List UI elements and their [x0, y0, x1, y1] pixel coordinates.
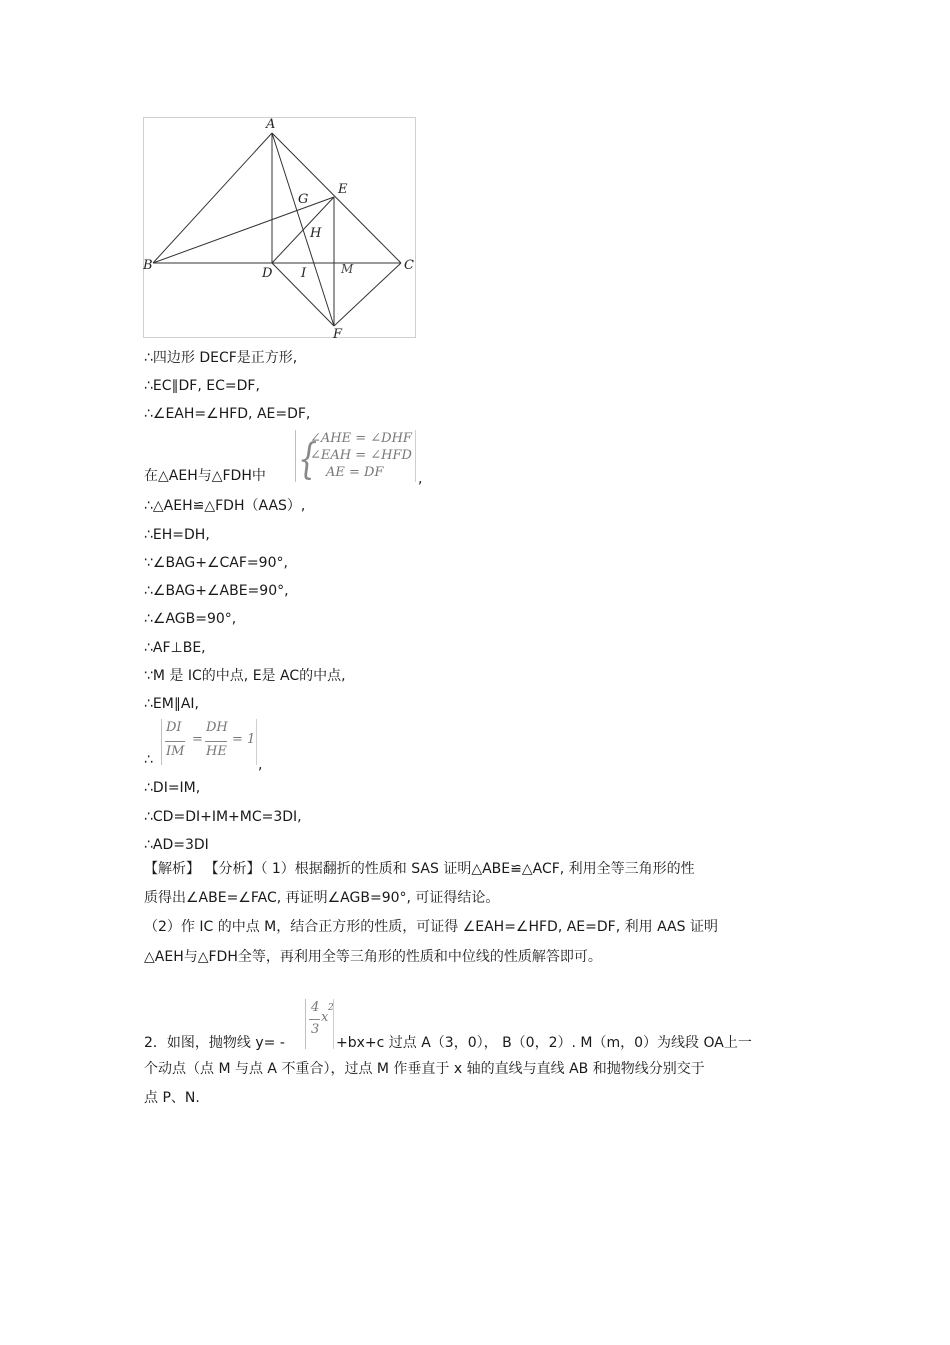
label-E: E	[338, 182, 348, 197]
proof-line-13-prefix: ∴	[144, 752, 153, 768]
system-line-3: AE = DF	[326, 465, 384, 480]
system-line-2: ∠EAH = ∠HFD	[310, 448, 412, 463]
equation-system	[295, 430, 416, 485]
problem2-line-3: 点 P、N.	[144, 1090, 200, 1106]
analysis-line-2: 质得出∠ABE=∠FAC, 再证明∠AGB=90°, 可证得结论。	[144, 890, 500, 906]
proof-line-16: ∴AD=3DI	[144, 837, 209, 853]
proof-line-4-suffix: ,	[418, 471, 423, 487]
proof-line-11: ∵M 是 IC的中点, E是 AC的中点,	[144, 668, 346, 684]
proof-line-1: ∴四边形 DECF是正方形,	[144, 350, 298, 366]
analysis-line-1: 【解析】 【分析】（ 1）根据翻折的性质和 SAS 证明△ABE≌△ACF, 利用全等三角形的性	[144, 861, 695, 877]
proof-line-10: ∴AF⊥BE,	[144, 640, 206, 656]
label-F: F	[333, 327, 343, 339]
label-M: M	[341, 262, 354, 276]
label-B: B	[143, 258, 153, 273]
proof-line-2: ∴EC∥DF, EC=DF,	[144, 378, 260, 394]
fraction-2-numerator: DH	[206, 720, 228, 735]
label-I: I	[301, 266, 307, 281]
label-D: D	[262, 266, 273, 281]
problem2-line-2: 个动点（点 M 与点 A 不重合），过点 M 作垂直于 x 轴的直线与直线 AB 和抛物线分别交于	[144, 1061, 705, 1077]
proof-line-14: ∴DI=IM,	[144, 780, 201, 796]
label-H: H	[310, 226, 322, 241]
fraction-equals-1: =	[192, 732, 203, 747]
fraction-1-bar	[165, 741, 185, 742]
geometry-figure	[143, 117, 417, 339]
fraction-equation	[161, 719, 257, 765]
fraction-1-denominator: IM	[166, 744, 185, 759]
proof-line-8: ∴∠BAG+∠ABE=90°,	[144, 583, 289, 599]
segment-AB	[153, 133, 272, 263]
problem2-line-1-prefix: 2．如图，抛物线 y= -	[144, 1035, 285, 1051]
problem2-line-1-suffix: +bx+c 过点 A（3，0）， B（0，2）. M（m，0）为线段 OA上一	[336, 1035, 752, 1051]
label-G: G	[298, 192, 309, 207]
figure-frame	[144, 118, 416, 338]
coef-bar	[309, 1019, 320, 1020]
segment-AC	[272, 133, 401, 263]
analysis-line-4: △AEH与△FDH全等，再利用全等三角形的性质和中位线的性质解答即可。	[144, 949, 602, 965]
proof-line-3: ∴∠EAH=∠HFD, AE=DF,	[144, 406, 311, 422]
proof-line-13-suffix: ,	[258, 757, 263, 773]
proof-line-6: ∴EH=DH,	[144, 527, 210, 543]
coef-denominator: 3	[311, 1022, 320, 1037]
fraction-1-numerator: DI	[166, 720, 182, 735]
analysis-line-3: （2）作 IC 的中点 M，结合正方形的性质，可证得 ∠EAH=∠HFD, AE=DF, 利用 AAS 证明	[144, 919, 718, 935]
label-A: A	[266, 117, 276, 132]
proof-line-4-prefix: 在△AEH与△FDH中	[144, 468, 266, 484]
coef-exponent: 2	[328, 1003, 334, 1013]
problem2-coefficient	[305, 999, 334, 1049]
fraction-2-denominator: HE	[206, 744, 227, 759]
system-brace: {	[298, 435, 318, 485]
fraction-equals-2: = 1	[232, 732, 256, 747]
fraction-2-bar	[205, 741, 227, 742]
coef-numerator: 4	[311, 1000, 320, 1015]
proof-line-12: ∴EM∥AI,	[144, 696, 199, 712]
coef-variable: x	[321, 1010, 329, 1025]
proof-line-7: ∵∠BAG+∠CAF=90°,	[144, 555, 288, 571]
label-C: C	[404, 258, 414, 273]
proof-line-15: ∴CD=DI+IM+MC=3DI,	[144, 809, 302, 825]
proof-line-5: ∴△AEH≌△FDH（AAS）,	[144, 498, 306, 514]
system-line-1: ∠AHE = ∠DHF	[310, 431, 412, 446]
proof-line-9: ∴∠AGB=90°,	[144, 611, 237, 627]
